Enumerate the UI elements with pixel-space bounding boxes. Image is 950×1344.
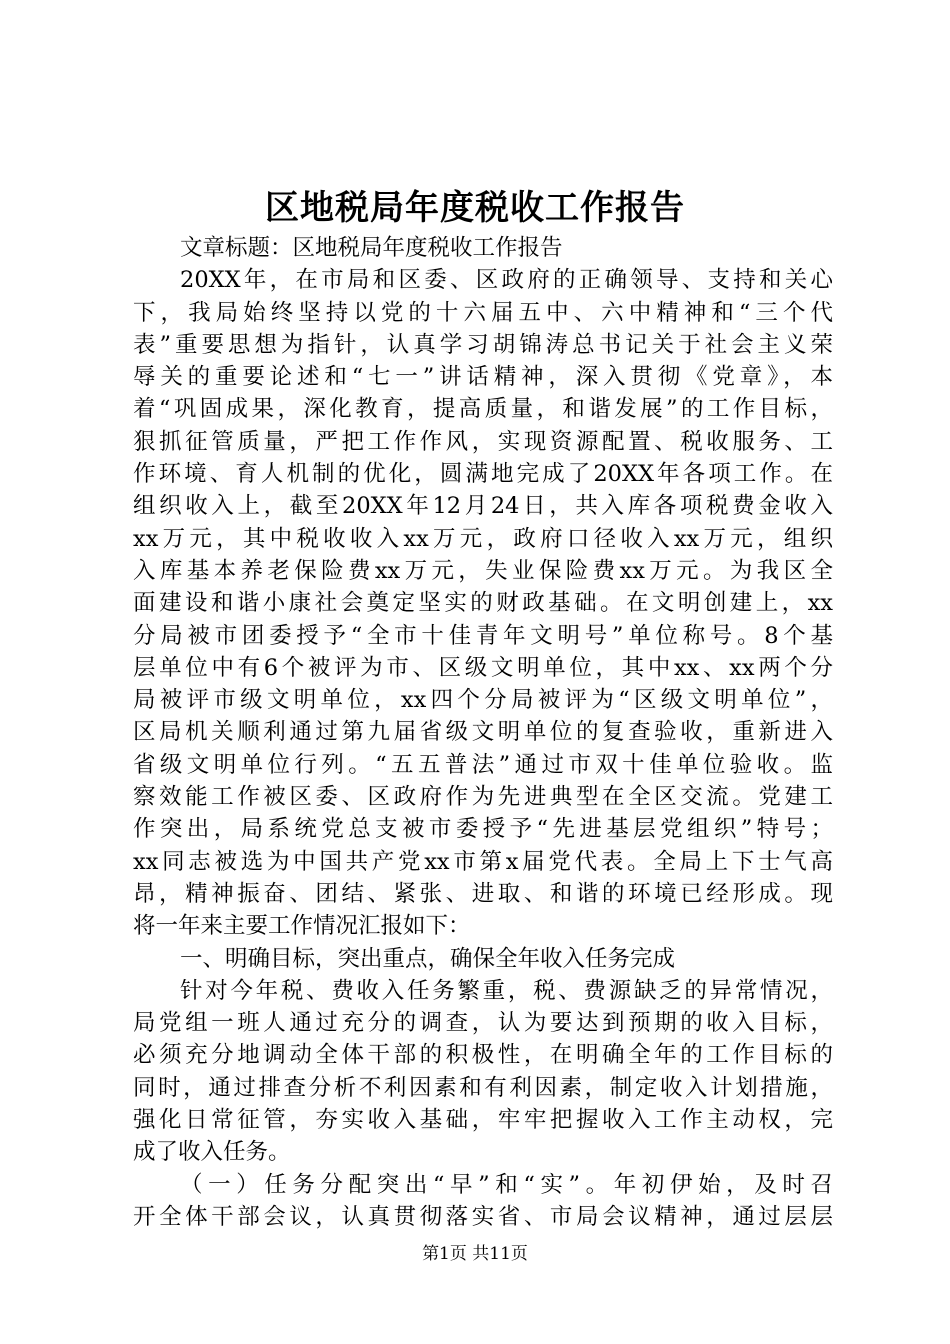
body-line: 面建设和谐小康社会奠定坚实的财政基础。在文明创建上，xx [133,590,833,617]
body-line: 昂，精神振奋、团结、紧张、进取、和谐的环境已经形成。现 [133,880,833,907]
body-line: 同时，通过排查分析不利因素和有利因素，制定收入计划措施， [133,1074,833,1101]
body-line: 20XX年，在市局和区委、区政府的正确领导、支持和关心 [180,267,833,294]
body-line: 分局被市团委授予“全市十佳青年文明号”单位称号。8个基 [133,622,833,649]
body-line: 将一年来主要工作情况汇报如下： [133,913,471,940]
document-body [133,232,833,1233]
body-line: 文章标题：区地税局年度税收工作报告 [180,235,563,261]
body-line: 开全体干部会议，认真贯彻落实省、市局会议精神，通过层层 [133,1203,833,1230]
body-line: xx万元，其中税收收入xx万元，政府口径收入xx万元，组织 [133,525,833,552]
body-line: 入库基本养老保险费xx万元，失业保险费xx万元。为我区全 [133,557,833,584]
body-line: 作环境、育人机制的优化，圆满地完成了20XX年各项工作。在 [133,461,833,488]
body-line: 着“巩固成果，深化教育，提高质量，和谐发展”的工作目标， [133,396,833,423]
document-title: 区地税局年度税收工作报告 [265,188,685,228]
body-line: 作突出，局系统党总支被市委授予“先进基层党组织”特号； [133,816,833,843]
body-line: 察效能工作被区委、区政府作为先进典型在全区交流。党建工 [133,784,833,811]
body-line: 狠抓征管质量，严把工作作风，实现资源配置、税收服务、工 [133,428,833,455]
body-line: 强化日常征管，夯实收入基础，牢牢把握收入工作主动权，完 [133,1107,833,1134]
body-line: （一）任务分配突出“早”和“实”。年初伊始，及时召 [180,1171,833,1198]
page-footer: 第1页 共11页 [422,1244,528,1264]
body-line: 区局机关顺利通过第九届省级文明单位的复查验收，重新进入 [133,719,833,746]
body-line: 辱关的重要论述和“七一”讲话精神，深入贯彻《党章》，本 [133,364,833,391]
body-line: 成了收入任务。 [133,1139,291,1166]
body-line: 局被评市级文明单位，xx四个分局被评为“区级文明单位”， [133,687,833,714]
body-line: 下，我局始终坚持以党的十六届五中、六中精神和“三个代 [133,299,833,326]
body-line: 必须充分地调动全体干部的积极性，在明确全年的工作目标的 [133,1042,833,1069]
body-line: 表”重要思想为指针，认真学习胡锦涛总书记关于社会主义荣 [133,331,833,358]
body-line: 一、明确目标，突出重点，确保全年收入任务完成 [180,945,676,972]
body-line: 层单位中有6个被评为市、区级文明单位，其中xx、xx两个分 [133,654,833,681]
body-line: xx同志被选为中国共产党xx市第x届党代表。全局上下士气高 [133,848,833,875]
body-line: 组织收入上，截至20XX年12月24日，共入库各项税费金收入 [133,493,833,520]
body-line: 局党组一班人通过充分的调查，认为要达到预期的收入目标， [133,1010,833,1037]
body-line: 针对今年税、费收入任务繁重，税、费源缺乏的异常情况， [180,977,833,1004]
body-line: 省级文明单位行列。“五五普法”通过市双十佳单位验收。监 [133,751,833,778]
